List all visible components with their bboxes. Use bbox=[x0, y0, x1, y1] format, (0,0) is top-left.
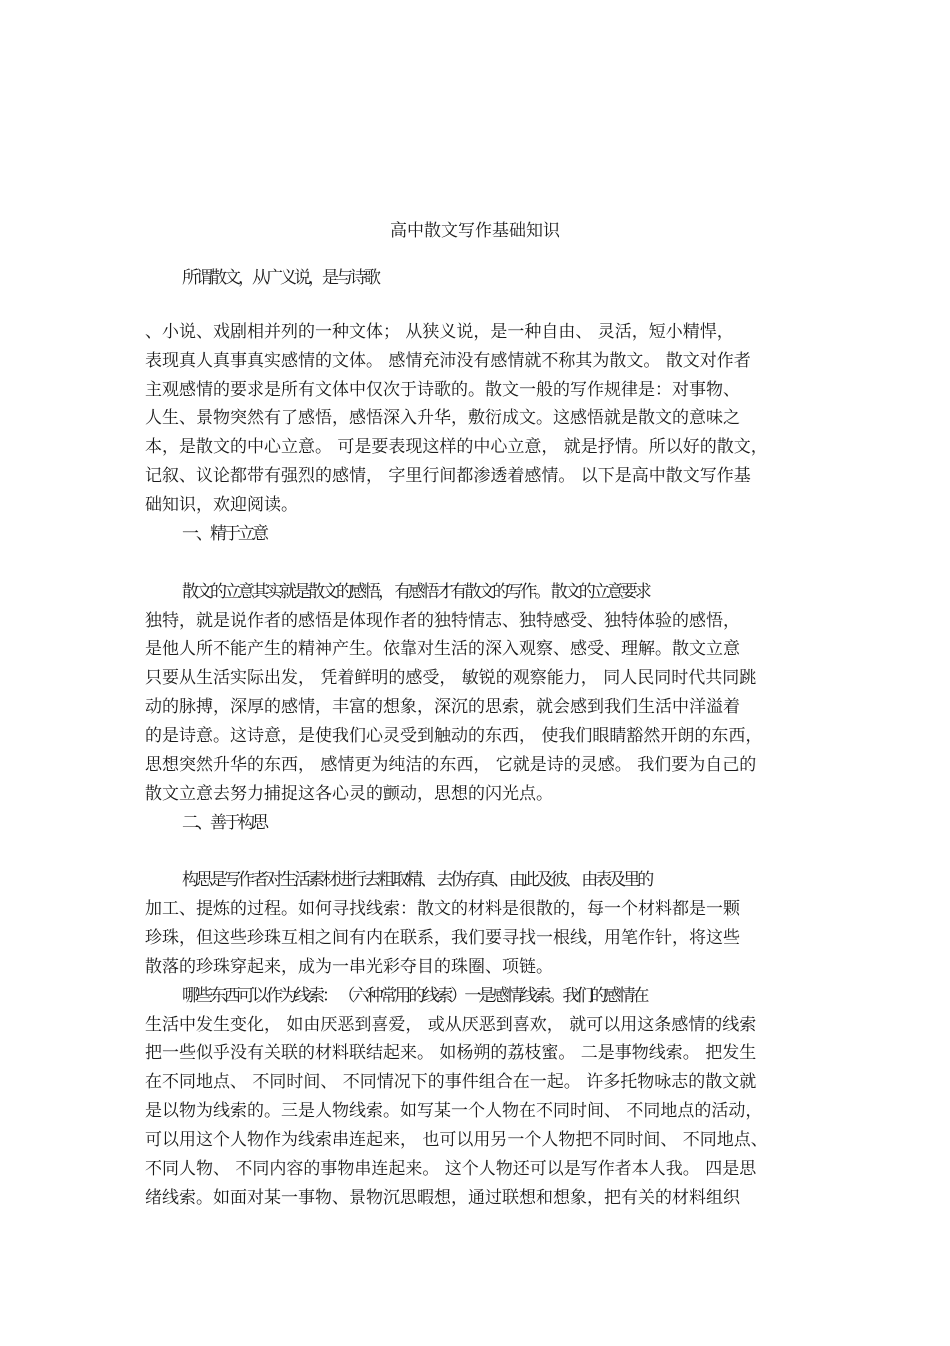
paragraph-line: 动的脉搏，深厚的感情，丰富的想象，深沉的思索，就会感到我们生活中洋溢着 bbox=[145, 697, 740, 717]
paragraph-line: 珍珠，但这些珍珠互相之间有内在联系，我们要寻找一根线，用笔作针，将这些 bbox=[145, 928, 740, 948]
paragraph-line: 在不同地点、 不同时间、 不同情况下的事件组合在一起。 许多托物咏志的散文就 bbox=[145, 1072, 757, 1092]
paragraph-line: 本，是散文的中心立意。 可是要表现这样的中心立意， 就是抒情。所以好的散文， bbox=[145, 437, 768, 457]
paragraph-line: 独特，就是说作者的感悟是体现作者的独特情志、独特感受、独特体验的感悟， bbox=[145, 611, 740, 631]
paragraph-line: 主观感情的要求是所有文体中仅次于诗歌的。散文一般的写作规律是：对事物、 bbox=[145, 380, 740, 400]
paragraph-line: 散落的珍珠穿起来，成为一串光彩夺目的珠圈、项链。 bbox=[145, 957, 553, 977]
paragraph-line: 的是诗意。这诗意，是使我们心灵受到触动的东西， 使我们眼睛豁然开朗的东西， bbox=[145, 726, 763, 746]
page-title: 高中散文写作基础知识 bbox=[390, 221, 560, 241]
paragraph-line: 可以用这个人物作为线索串连起来， 也可以用另一个人物把不同时间、 不同地点、 bbox=[145, 1130, 768, 1150]
paragraph-line: 散文立意去努力捕捉这各心灵的颤动，思想的闪光点。 bbox=[145, 784, 553, 804]
section-heading: 二、善于构思 bbox=[182, 813, 266, 833]
paragraph-line: 加工、提炼的过程。如何寻找线索：散文的材料是很散的，每一个材料都是一颗 bbox=[145, 899, 740, 919]
paragraph-line: 只要从生活实际出发， 凭着鲜明的感受， 敏锐的观察能力， 同人民同时代共同跳 bbox=[145, 668, 757, 688]
paragraph-line: 散文的立意其实就是散文的感悟， 有感悟才有散文的写作。 散文的立意要求 bbox=[182, 582, 649, 602]
paragraph-line: 、小说、戏剧相并列的一种文体； 从狭义说，是一种自由、 灵活，短小精悍， bbox=[145, 322, 734, 342]
paragraph-line: 是他人所不能产生的精神产生。依靠对生活的深入观察、感受、理解。散文立意 bbox=[145, 639, 740, 659]
paragraph-line: 人生、景物突然有了感悟，感悟深入升华，敷衍成文。这感悟就是散文的意味之 bbox=[145, 408, 740, 428]
paragraph-line: 把一些似乎没有关联的材料联结起来。 如杨朔的荔枝蜜。 二是事物线索。 把发生 bbox=[145, 1043, 757, 1063]
paragraph-line: 是以物为线索的。三是人物线索。如写某一个人物在不同时间、 不同地点的活动， bbox=[145, 1101, 763, 1121]
paragraph-line: 生活中发生变化， 如由厌恶到喜爱， 或从厌恶到喜欢， 就可以用这条感情的线索 bbox=[145, 1015, 757, 1035]
paragraph-line: 思想突然升华的东西， 感情更为纯洁的东西， 它就是诗的灵感。 我们要为自己的 bbox=[145, 755, 757, 775]
paragraph-line: 表现真人真事真实感情的文体。 感情充沛没有感情就不称其为散文。 散文对作者 bbox=[145, 351, 751, 371]
section-heading: 一、精于立意 bbox=[182, 524, 266, 544]
paragraph-line: 不同人物、 不同内容的事物串连起来。 这个人物还可以是写作者本人我。 四是思 bbox=[145, 1159, 757, 1179]
paragraph-line: 所谓散文，从广义说，是与诗歌 bbox=[182, 268, 378, 288]
paragraph-line: 础知识，欢迎阅读。 bbox=[145, 495, 298, 515]
paragraph-line: 构思是写作者对生活素材进行去粗取精、 去伪存真、 由此及彼、 由表及里的 bbox=[182, 870, 652, 890]
paragraph-line: 记叙、议论都带有强烈的感情， 字里行间都渗透着感情。 以下是高中散文写作基 bbox=[145, 466, 751, 486]
paragraph-line: 绪线索。如面对某一事物、景物沉思暇想，通过联想和想象，把有关的材料组织 bbox=[145, 1188, 740, 1208]
paragraph-line: 哪些东西可以作为线索： （六种常用的线索）一是感情线索。我们的感情在 bbox=[182, 986, 647, 1006]
